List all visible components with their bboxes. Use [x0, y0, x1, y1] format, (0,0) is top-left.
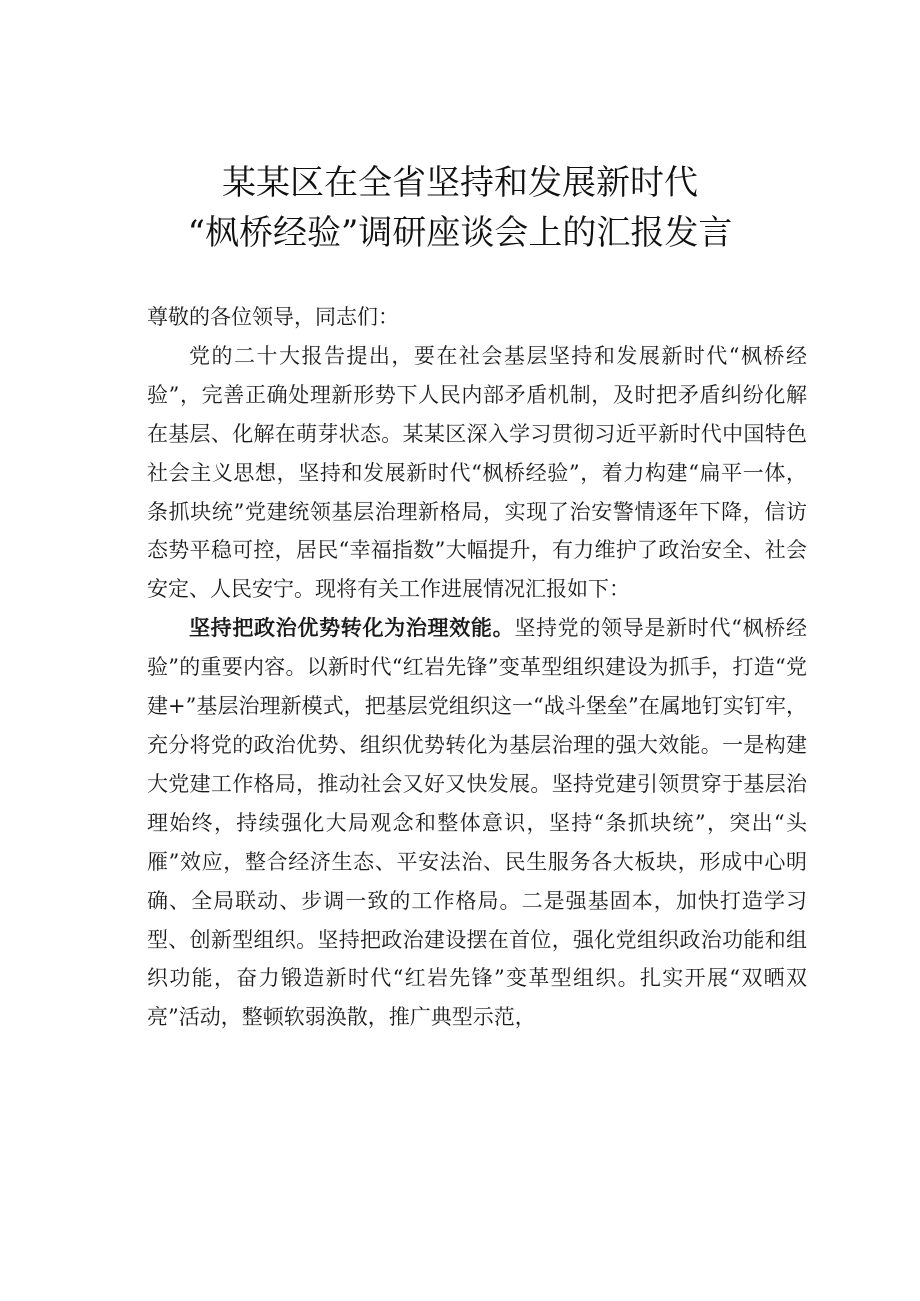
paragraph-intro: 党的二十大报告提出，要在社会基层坚持和发展新时代“枫桥经验”，完善正确处理新形势下人民内部矛盾机制，及时把矛盾纠纷化解在基层、化解在萌芽状态。某某区深入学习贯彻习近平新时代中国特色社会主义思想，坚持和发展新时代“枫桥经验”，着力构建“扁平一体，条抓块统”党建统领基层治理新格局，实现了治安警情逐年下降，信访态势平稳可控，居民“幸福指数”大幅提升，有力维护了政治安全、社会安定、人民安宁。现将有关工作进展情况汇报如下： [147, 343, 807, 602]
paragraph-heading: 坚持把政治优势转化为治理效能。 [189, 615, 515, 641]
document-title [100, 158, 820, 258]
salutation: 尊敬的各位领导，同志们： [147, 305, 399, 329]
title-line-2: “枫桥经验”调研座谈会上的汇报发言 [187, 213, 733, 253]
title-line-1: 某某区在全省坚持和发展新时代 [222, 163, 698, 203]
paragraph-body-text: 坚持党的领导是新时代“枫桥经验”的重要内容。以新时代“红岩先锋”变革型组织建设为抓手，打造“党建+”基层治理新模式，把基层党组织这一“战斗堡垒”在属地钉实钉牢，充分将党的政治优势、组织优势转化为基层治理的强大效能。一是构建大党建工作格局，推动社会又好又快发展。坚持党建引领贯穿于基层治理始终，持续强化大局观念和整体意识，坚持“条抓块统”，突出“头雁”效应，整合经济生态、平安法治、民生服务各大板块，形成中心明确、全局联动、步调一致的工作格局。二是强基固本，加快打造学习型、创新型组织。坚持把政治建设摆在首位，强化党组织政治功能和组织功能，奋力锻造新时代“红岩先锋”变革型组织。扎实开展“双晒双亮”活动，整顿软弱涣散，推广典型示范， [147, 616, 807, 1030]
paragraph-political-advantage [147, 609, 807, 1037]
document-body [147, 298, 807, 1037]
